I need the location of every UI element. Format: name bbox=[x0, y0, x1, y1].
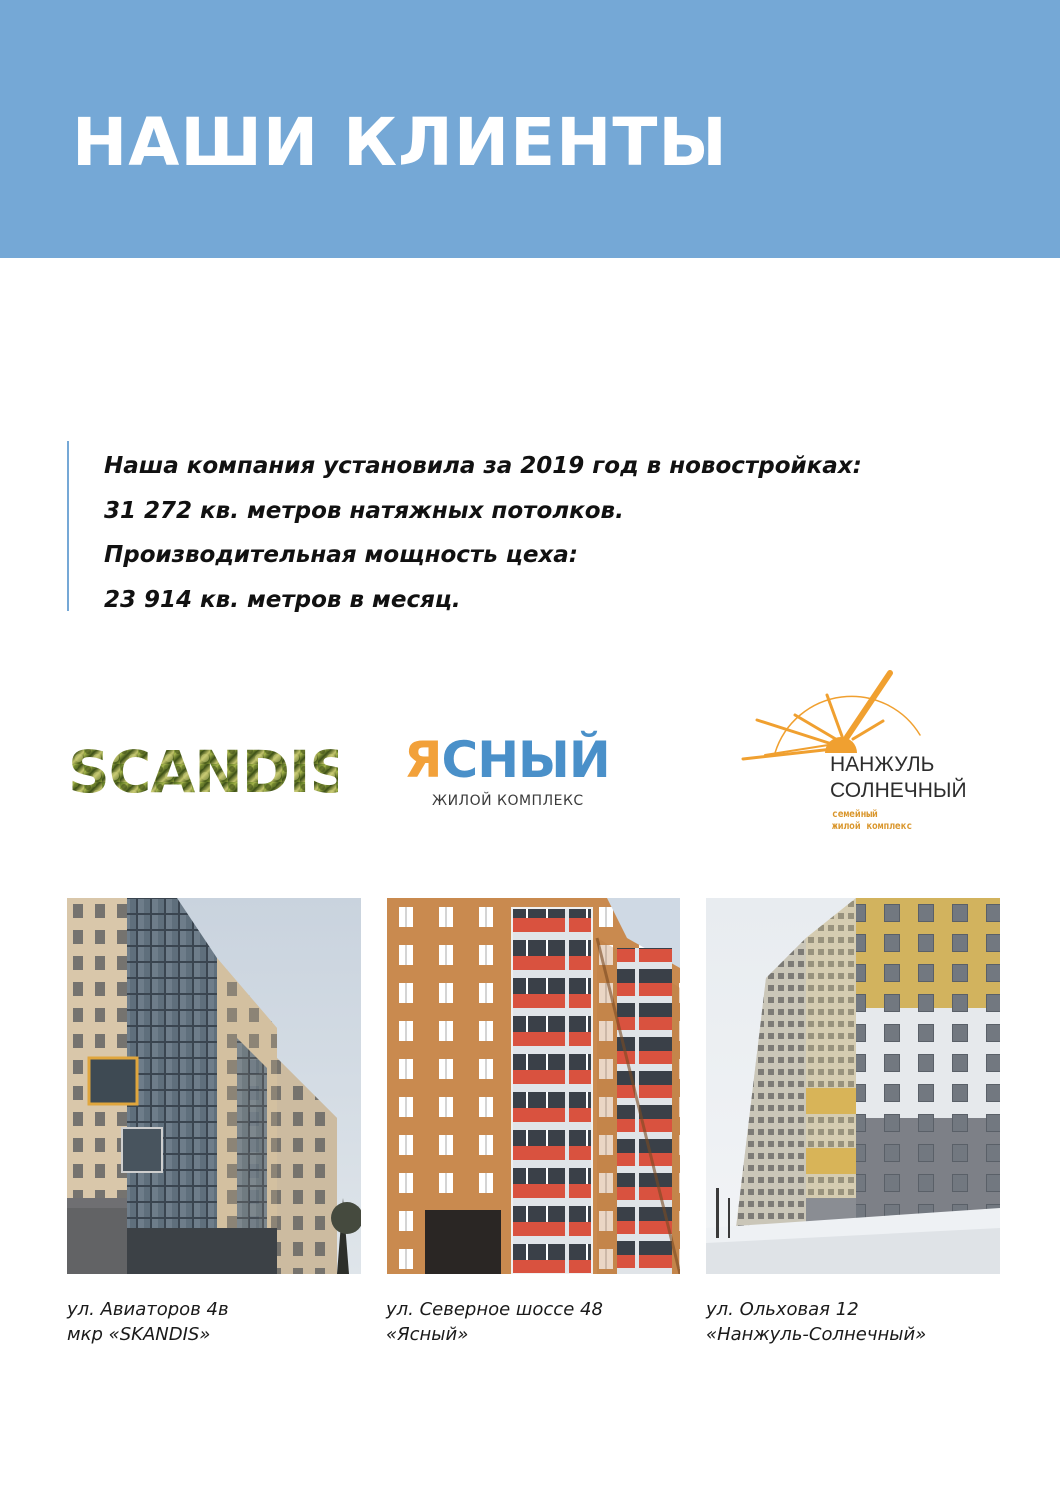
yasny-logo-first-letter: Я bbox=[404, 731, 442, 789]
client-complex: «Нанжуль-Солнечный» bbox=[706, 1324, 927, 1345]
page-title: НАШИ КЛИЕНТЫ bbox=[72, 104, 728, 181]
nanzhul-logo-subtitle: жилой комплекс bbox=[832, 821, 913, 832]
building-photo-yasny bbox=[387, 898, 680, 1274]
stats-line: Производительная мощность цеха: bbox=[104, 542, 578, 568]
scandis-logo-text: SCANDIS bbox=[68, 738, 338, 806]
stats-line: 23 914 кв. метров в месяц. bbox=[104, 586, 461, 613]
client-caption bbox=[706, 1297, 926, 1347]
client-caption bbox=[67, 1297, 229, 1347]
client-photo bbox=[67, 898, 361, 1274]
client-address: ул. Северное шоссе 48 bbox=[386, 1299, 603, 1320]
stats-block bbox=[104, 444, 1034, 622]
accent-rule bbox=[67, 441, 69, 611]
yasny-logo bbox=[404, 728, 654, 818]
client-photo bbox=[706, 898, 1000, 1274]
client-complex: «Ясный» bbox=[386, 1324, 469, 1345]
yasny-logo-rest: СНЫЙ bbox=[441, 731, 610, 789]
scandis-logo-graphic bbox=[66, 728, 338, 808]
stats-line: Наша компания установила за 2019 год в новостройках: bbox=[104, 453, 862, 479]
building-photo-nanzhul bbox=[706, 898, 1000, 1274]
yasny-logo-word bbox=[404, 728, 610, 792]
nanzhul-logo-subtitle: семейный bbox=[832, 809, 878, 820]
stats-line: 31 272 кв. метров натяжных потолков. bbox=[104, 497, 624, 524]
client-address: ул. Авиаторов 4в bbox=[67, 1299, 229, 1320]
nanzhul-logo-name: НАНЖУЛЬ bbox=[830, 753, 935, 776]
page-header bbox=[0, 0, 1060, 258]
sun-rays-icon bbox=[735, 665, 995, 765]
client-address: ул. Ольховая 12 bbox=[706, 1299, 859, 1320]
client-complex: мкр «SKANDIS» bbox=[67, 1324, 211, 1345]
nanzhul-logo bbox=[735, 665, 995, 845]
yasny-logo-subtitle: ЖИЛОЙ КОМПЛЕКС bbox=[432, 793, 584, 809]
client-caption bbox=[386, 1297, 603, 1347]
client-photo bbox=[387, 898, 680, 1274]
building-photo-scandis bbox=[67, 898, 361, 1274]
nanzhul-logo-name: СОЛНЕЧНЫЙ bbox=[830, 779, 967, 802]
scandis-logo bbox=[66, 728, 338, 808]
